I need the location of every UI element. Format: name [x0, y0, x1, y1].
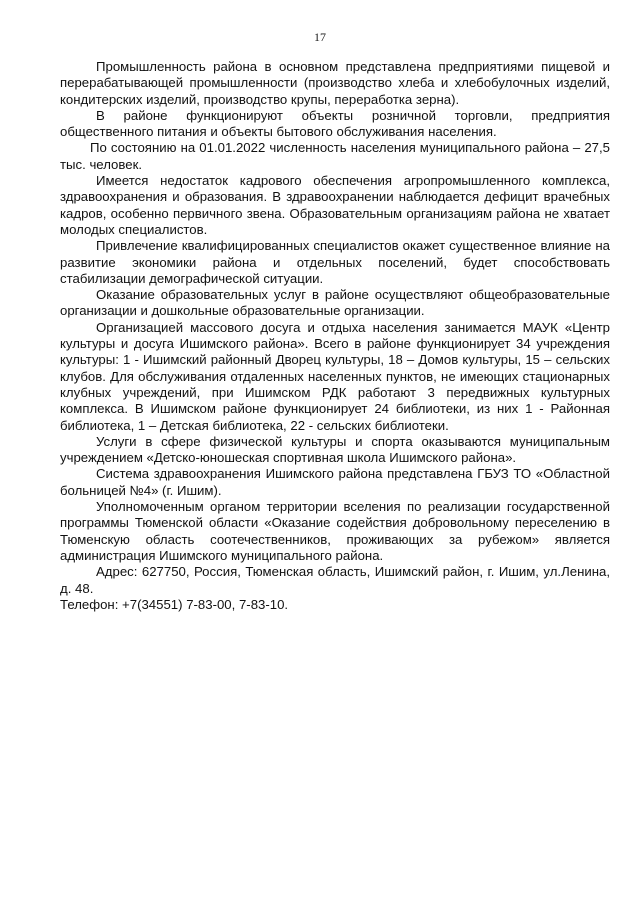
page-body: [60, 59, 610, 613]
paragraph-sport: Услуги в сфере физической культуры и спорта оказываются муниципальным учреждением «Детско-юношеская спортивная школа Ишимского района».: [60, 433, 610, 466]
paragraph-phone: Телефон: +7(34551) 7-83-00, 7-83-10.: [60, 596, 289, 612]
paragraph-specialists: Привлечение квалифицированных специалистов окажет существенное влияние на развитие экономики района и отдельных поселений, будет способствовать стабилизации демографической ситуации.: [60, 238, 610, 286]
paragraph-retail: В районе функционируют объекты розничной торговли, предприятия общественного питания и объекты бытового обслуживания населения.: [60, 107, 610, 140]
paragraph-industry: Промышленность района в основном представлена предприятиями пищевой и перерабатывающей промышленности (производство хлеба и хлебобулочных изделий, кондитерских изделий, производство крупы, переработка зерна).: [60, 59, 610, 107]
page-number: 17: [314, 30, 326, 44]
paragraph-authority: Уполномоченным органом территории вселения по реализации государственной программы Тюменской области «Оказание содействия добровольному переселению в Тюменскую область соотечественников, проживающих за рубежом» является администрация Ишимского муниципального района.: [60, 499, 610, 563]
paragraph-education: Оказание образовательных услуг в районе осуществляют общеобразовательные организации и дошкольные образовательные организации.: [60, 287, 610, 319]
paragraph-population: По состоянию на 01.01.2022 численность населения муниципального района – 27,5 тыс. человек.: [60, 140, 610, 172]
paragraph-address: Адрес: 627750, Россия, Тюменская область, Ишимский район, г. Ишим, ул.Ленина, д. 48.: [60, 564, 610, 596]
paragraph-staff-shortage: Имеется недостаток кадрового обеспечения агропромышленного комплекса, здравоохранения и образования. В здравоохранении наблюдается дефицит врачебных кадров, особенно первичного звена. Образовательным организациям района не хватает молодых специалистов.: [60, 173, 610, 237]
paragraph-culture: Организацией массового досуга и отдыха населения занимается МАУК «Центр культуры и досуга Ишимского района». Всего в районе функционирует 34 учреждения культуры: 1 - Ишимский районный Дворец культуры, 18 – Домов культуры, 15 – сельских клубов. Для обслуживания отдаленных населенных пунктов, не имеющих стационарных клубных учреждений, при Ишимском РДК работают 3 передвижных культурных комплекса. В Ишимском районе функционирует 24 библиотеки, из них 1 - Районная библиотека, 1 – Детская библиотека, 22 - сельских библиотеки.: [60, 319, 610, 433]
paragraph-healthcare: Система здравоохранения Ишимского района представлена ГБУЗ ТО «Областной больницей №4» (г. Ишим).: [60, 466, 610, 498]
